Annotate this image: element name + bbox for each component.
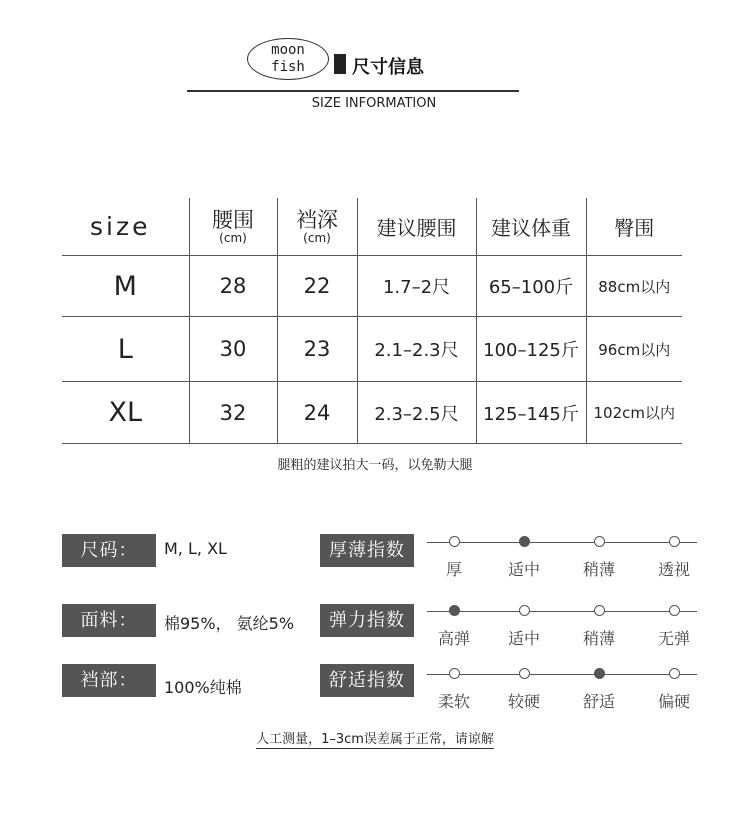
table-header-row	[62, 198, 682, 256]
cell-hip: 88cm以内	[586, 256, 682, 317]
table-row	[62, 256, 682, 317]
cell-waist: 28	[189, 256, 277, 317]
elasticity-scale	[427, 601, 697, 651]
scale-option: 舒适	[582, 692, 615, 711]
cell-hip: 102cm以内	[586, 382, 682, 444]
header-suggested-waist: 建议腰围	[357, 198, 476, 256]
elasticity-index-label: 弹力指数	[320, 604, 414, 637]
table-row	[62, 382, 682, 444]
size-table	[62, 198, 682, 444]
scale-option: 稍薄	[582, 560, 615, 579]
header-size: size	[62, 198, 189, 256]
table-row	[62, 317, 682, 382]
header-hip: 臀围	[586, 198, 682, 256]
cell-rise: 23	[277, 317, 357, 382]
scale-dot	[519, 668, 530, 679]
cell-suggested-waist: 1.7–2尺	[357, 256, 476, 317]
scale-option: 厚	[445, 560, 462, 579]
measurement-note	[0, 728, 750, 747]
comfort-scale	[427, 664, 697, 714]
logo-line-1: moon	[271, 42, 305, 58]
scale-dot	[449, 536, 460, 547]
scale-line	[427, 674, 697, 675]
fabric-label: 面料：	[62, 604, 156, 637]
scale-option: 较硬	[507, 692, 540, 711]
scale-option: 适中	[507, 560, 540, 579]
cell-suggested-waist: 2.1–2.3尺	[357, 317, 476, 382]
scale-dot	[669, 668, 680, 679]
scale-option: 偏硬	[657, 692, 690, 711]
size-note: 腿粗的建议拍大一码，以免勒大腿	[277, 458, 473, 473]
comfort-index-label: 舒适指数	[320, 664, 414, 697]
title-marker	[334, 54, 346, 74]
cell-waist: 30	[189, 317, 277, 382]
crotch-label: 裆部：	[62, 664, 156, 697]
page-title: 尺寸信息	[352, 57, 424, 78]
header-rise-unit: (cm)	[303, 231, 331, 245]
scale-line	[427, 542, 697, 543]
header-rise-label: 裆深	[296, 208, 338, 232]
cell-size: XL	[62, 382, 189, 444]
title-divider	[187, 90, 519, 92]
cell-hip: 96cm以内	[586, 317, 682, 382]
page-subtitle: SIZE INFORMATION	[311, 96, 437, 111]
measurement-note-text: 人工测量，1–3cm误差属于正常，请谅解	[256, 732, 494, 747]
scale-option: 高弹	[437, 629, 470, 648]
size-value: M, L, XL	[164, 539, 227, 558]
fabric-value: 棉95%， 氨纶5%	[164, 614, 295, 633]
crotch-value: 100%纯棉	[164, 678, 242, 697]
scale-dot	[519, 536, 530, 547]
scale-option: 透视	[657, 560, 690, 579]
scale-dot	[669, 605, 680, 616]
cell-suggested-weight: 100–125斤	[476, 317, 586, 382]
header-waist	[189, 198, 277, 256]
header-rise	[277, 198, 357, 256]
scale-option: 稍薄	[582, 629, 615, 648]
header-waist-unit: (cm)	[219, 231, 247, 245]
scale-dot	[449, 605, 460, 616]
logo-line-2: fish	[271, 59, 305, 75]
size-label: 尺码：	[62, 534, 156, 567]
cell-suggested-waist: 2.3–2.5尺	[357, 382, 476, 444]
scale-dot	[519, 605, 530, 616]
scale-option: 柔软	[437, 692, 470, 711]
scale-dot	[669, 536, 680, 547]
scale-dot	[594, 668, 605, 679]
thickness-scale	[427, 532, 697, 582]
scale-option: 无弹	[657, 629, 690, 648]
thickness-index-label: 厚薄指数	[320, 534, 414, 567]
cell-waist: 32	[189, 382, 277, 444]
header-suggested-weight: 建议体重	[476, 198, 586, 256]
cell-rise: 22	[277, 256, 357, 317]
cell-size: L	[62, 317, 189, 382]
cell-suggested-weight: 65–100斤	[476, 256, 586, 317]
scale-dot	[449, 668, 460, 679]
scale-option: 适中	[507, 629, 540, 648]
scale-dot	[594, 605, 605, 616]
cell-suggested-weight: 125–145斤	[476, 382, 586, 444]
cell-rise: 24	[277, 382, 357, 444]
brand-logo	[247, 38, 329, 80]
cell-size: M	[62, 256, 189, 317]
scale-line	[427, 611, 697, 612]
header-waist-label: 腰围	[212, 208, 254, 232]
scale-dot	[594, 536, 605, 547]
